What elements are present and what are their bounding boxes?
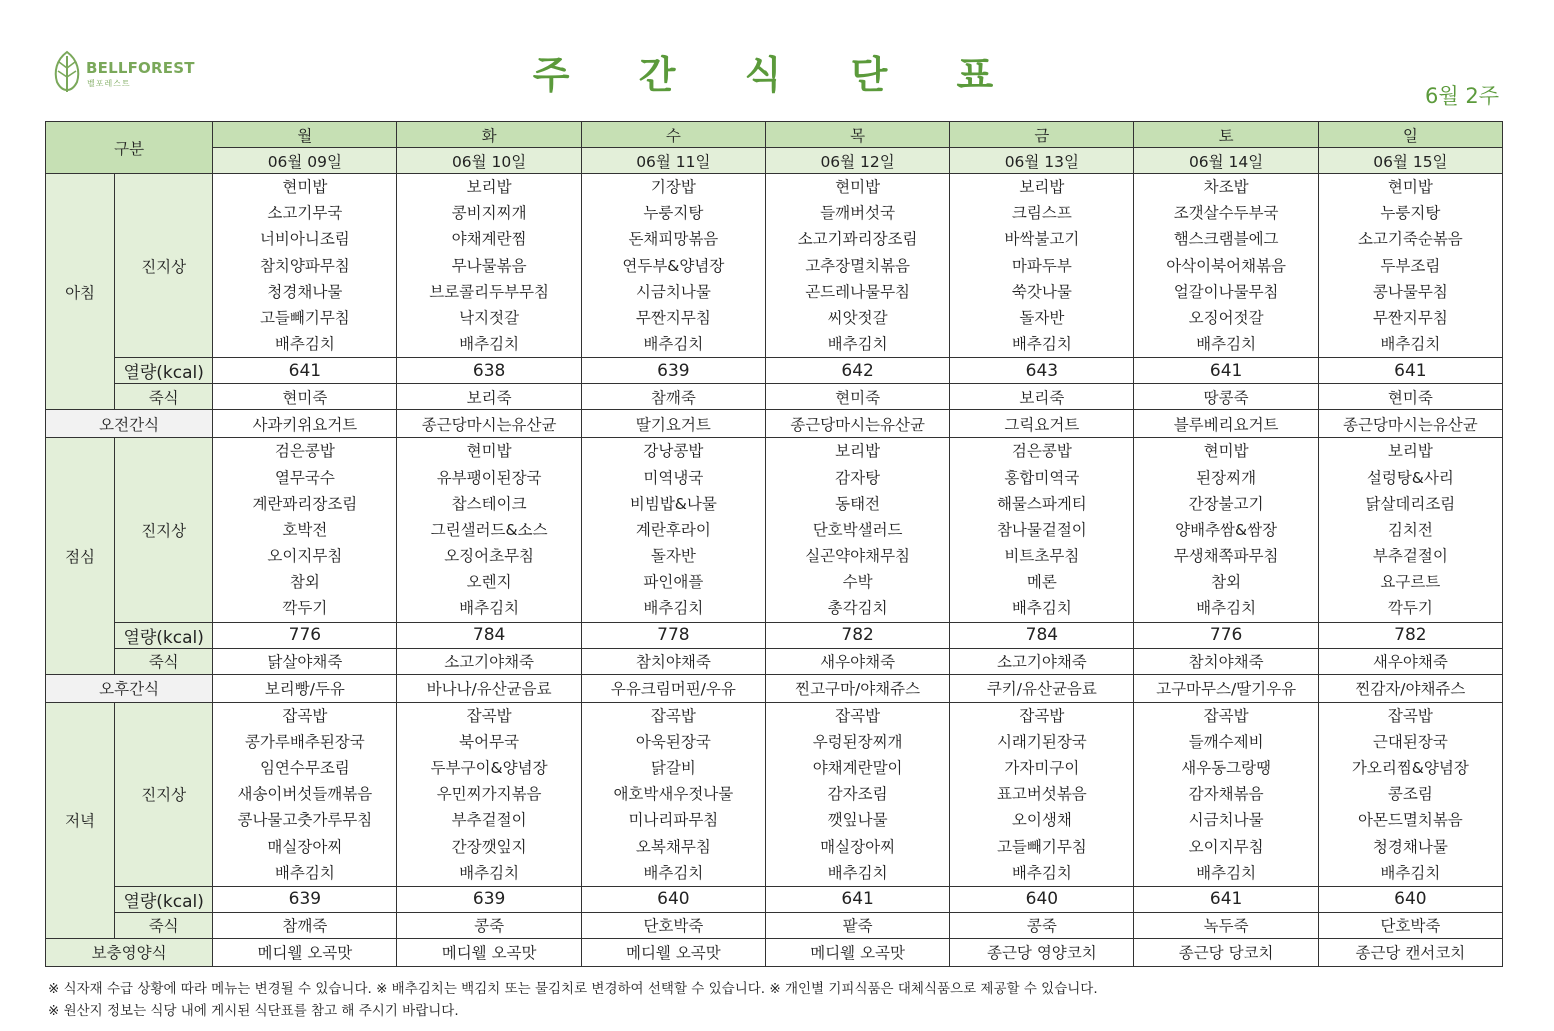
dish-item: 매실장아찌 — [267, 837, 343, 856]
am_snack-value: 종근당마시는유산균 — [765, 410, 949, 438]
dish-item: 배추김치 — [459, 335, 520, 354]
dish-item: 브로콜리두부무침 — [429, 282, 549, 301]
dish-item: 간장깻잎지 — [451, 837, 527, 856]
dish-item: 설렁탕&사리 — [1366, 468, 1454, 487]
porridge-value: 현미죽 — [1318, 384, 1502, 410]
porridge-value: 새우야채죽 — [1318, 648, 1502, 674]
dish-item: 무생채쪽파무침 — [1173, 547, 1279, 566]
dish-item: 얼갈이나물무침 — [1173, 282, 1279, 301]
dish-item: 고들빼기무침 — [259, 308, 350, 327]
dinner-main-label: 진지상 — [115, 702, 213, 886]
dish-item: 깍두기 — [282, 599, 328, 618]
lunch-dishes-cell — [765, 438, 949, 622]
kcal-label: 열량(kcal) — [115, 886, 213, 912]
porridge-label: 죽식 — [115, 384, 213, 410]
dish-item: 청경채나물 — [1372, 837, 1448, 856]
dish-item: 크림스프 — [1011, 204, 1072, 223]
kcal-value: 640 — [950, 886, 1134, 912]
kcal-label: 열량(kcal) — [115, 358, 213, 384]
kcal-value: 776 — [213, 622, 397, 648]
dish-item: 보리밥 — [835, 442, 881, 461]
date-header: 06월 15일 — [1318, 148, 1502, 174]
am_snack-value: 블루베리요거트 — [1134, 410, 1318, 438]
breakfast-dishes-cell — [581, 174, 765, 358]
dinner-dishes-cell — [213, 702, 397, 886]
dish-item: 콩비지찌개 — [451, 204, 527, 223]
dinner-label: 저녁 — [46, 702, 115, 938]
dish-item: 닭살데리조림 — [1365, 494, 1456, 513]
dish-item: 참나물겉절이 — [996, 520, 1087, 539]
dish-item: 잡곡밥 — [466, 706, 512, 725]
dish-item: 곤드레나물무침 — [805, 282, 911, 301]
weekly-menu-table — [45, 121, 1503, 967]
date-header: 06월 09일 — [213, 148, 397, 174]
dish-item: 잡곡밥 — [1387, 706, 1433, 725]
date-header: 06월 14일 — [1134, 148, 1318, 174]
dish-item: 현미밥 — [466, 442, 512, 461]
dish-item: 배추김치 — [1011, 863, 1072, 882]
dish-item: 실곤약야채무침 — [805, 547, 911, 566]
dish-item: 소고기꽈리장조림 — [797, 230, 918, 249]
dish-item: 김치전 — [1387, 520, 1433, 539]
dish-item: 비빔밥&나물 — [629, 494, 717, 513]
dish-item: 잡곡밥 — [835, 706, 881, 725]
kcal-value: 639 — [397, 886, 581, 912]
footer-notes — [48, 978, 1098, 1022]
kcal-value: 640 — [581, 886, 765, 912]
dish-item: 검은콩밥 — [1011, 442, 1072, 461]
dish-item: 참치양파무침 — [259, 256, 350, 275]
date-header: 06월 11일 — [581, 148, 765, 174]
dish-item: 들깨수제비 — [1188, 732, 1264, 751]
dish-item: 야채계란찜 — [451, 230, 527, 249]
dish-item: 열무국수 — [274, 468, 335, 487]
kcal-value: 640 — [1318, 886, 1502, 912]
dish-item: 두부구이&양념장 — [430, 759, 548, 777]
dish-item: 소고기무국 — [267, 204, 343, 223]
note-line: ※ 원산지 정보는 식당 내에 게시된 식단표를 참고 해 주시기 바랍니다. — [48, 1003, 459, 1019]
kcal-value: 643 — [950, 358, 1134, 384]
porridge-value: 참깨죽 — [213, 912, 397, 938]
dish-item: 감자조림 — [827, 785, 888, 804]
dish-item: 콩조림 — [1387, 785, 1433, 804]
porridge-label: 죽식 — [115, 912, 213, 938]
kcal-value: 782 — [1318, 622, 1502, 648]
dish-item: 소고기죽순볶음 — [1357, 230, 1463, 249]
porridge-value: 땅콩죽 — [1134, 384, 1318, 410]
porridge-value: 참치야채죽 — [581, 648, 765, 674]
dish-item: 잡곡밥 — [650, 706, 696, 725]
dish-item: 잡곡밥 — [282, 706, 328, 725]
am_snack-value: 종근당마시는유산균 — [1318, 410, 1502, 438]
dish-item: 파인애플 — [643, 573, 704, 592]
day-header: 금 — [950, 122, 1134, 148]
porridge-value: 현미죽 — [213, 384, 397, 410]
dish-item: 야채계란말이 — [812, 759, 903, 777]
lunch-porridge-row — [46, 648, 1503, 674]
dish-item: 근대된장국 — [1372, 732, 1448, 751]
breakfast-label: 아침 — [46, 174, 115, 410]
dinner-dishes-cell — [1318, 702, 1502, 886]
dish-item: 참외 — [1211, 573, 1242, 592]
supplement-value: 종근당 영양코치 — [950, 938, 1134, 966]
dish-item: 잡곡밥 — [1019, 706, 1065, 725]
dish-item: 그린샐러드&소스 — [430, 520, 548, 539]
pm_snack-value: 보리빵/두유 — [213, 674, 397, 702]
dish-item: 임연수무조림 — [259, 759, 350, 777]
dish-item: 무짠지무침 — [1372, 308, 1448, 327]
pm_snack-value: 바나나/유산균음료 — [397, 674, 581, 702]
dish-item: 닭갈비 — [650, 759, 696, 777]
lunch-dishes-cell — [950, 438, 1134, 622]
kcal-value: 778 — [581, 622, 765, 648]
supplement-value: 종근당 캔서코치 — [1318, 938, 1502, 966]
dish-item: 오이지무침 — [1188, 837, 1264, 856]
dish-item: 강낭콩밥 — [643, 442, 704, 461]
am_snack-value: 종근당마시는유산균 — [397, 410, 581, 438]
supplement-value: 메디웰 오곡맛 — [765, 938, 949, 966]
am_snack-label: 오전간식 — [46, 410, 213, 438]
porridge-value: 녹두죽 — [1134, 912, 1318, 938]
dish-item: 감자탕 — [835, 468, 881, 487]
dish-item: 시금치나물 — [1188, 811, 1264, 830]
dish-item: 마파두부 — [1011, 256, 1072, 275]
dish-item: 햄스크램블에그 — [1173, 230, 1279, 249]
dish-item: 낙지젓갈 — [459, 308, 520, 327]
dinner-dishes-cell — [581, 702, 765, 886]
pm_snack-value: 찐고구마/야채쥬스 — [765, 674, 949, 702]
dish-item: 오징어초무침 — [444, 547, 535, 566]
dish-item: 된장찌개 — [1196, 468, 1257, 487]
am_snack-row — [46, 410, 1503, 438]
dish-item: 바싹불고기 — [1004, 230, 1080, 249]
dish-item: 무나물볶음 — [451, 256, 527, 275]
dish-item: 매실장아찌 — [820, 837, 896, 856]
dish-item: 가자미구이 — [1004, 759, 1080, 777]
dish-item: 부추겉절이 — [1372, 547, 1448, 566]
dish-item: 콩나물고춧가루무침 — [237, 811, 373, 830]
dish-item: 현미밥 — [282, 178, 328, 196]
dish-item: 배추김치 — [459, 599, 520, 618]
kcal-value: 641 — [1134, 358, 1318, 384]
dish-item: 단호박샐러드 — [812, 520, 903, 539]
corner-label: 구분 — [46, 122, 213, 174]
dish-item: 보리밥 — [466, 178, 512, 196]
note-line: ※ 식자재 수급 상황에 따라 메뉴는 변경될 수 있습니다. ※ 배추김치는 백김치 또는 물김치로 변경하여 선택할 수 있습니다. ※ 개인별 기피식품은 대체식품으로 제공할 수 있습니다. — [48, 981, 1098, 997]
dish-item: 부추겉절이 — [451, 811, 527, 830]
kcal-value: 638 — [397, 358, 581, 384]
dish-item: 배추김치 — [1011, 335, 1072, 354]
kcal-value: 642 — [765, 358, 949, 384]
supplement-value: 메디웰 오곡맛 — [397, 938, 581, 966]
dinner-dishes-cell — [1134, 702, 1318, 886]
dish-item: 계란꽈리장조림 — [252, 494, 358, 513]
porridge-value: 현미죽 — [765, 384, 949, 410]
date-header: 06월 13일 — [950, 148, 1134, 174]
dish-item: 검은콩밥 — [274, 442, 335, 461]
header-row-dates — [46, 148, 1503, 174]
dish-item: 들깨버섯국 — [820, 204, 896, 223]
lunch-dishes-cell — [397, 438, 581, 622]
porridge-value: 새우야채죽 — [765, 648, 949, 674]
dinner-dishes-cell — [765, 702, 949, 886]
pm_snack-value: 쿠키/유산균음료 — [950, 674, 1134, 702]
breakfast-dishes-cell — [765, 174, 949, 358]
dish-item: 감자채볶음 — [1188, 785, 1264, 804]
dish-item: 돌자반 — [650, 547, 696, 566]
dish-item: 콩가루배추된장국 — [244, 732, 365, 751]
day-header: 일 — [1318, 122, 1502, 148]
pm_snack-value: 고구마무스/딸기우유 — [1134, 674, 1318, 702]
dish-item: 우민찌가지볶음 — [436, 785, 542, 804]
brand-subtitle: 벨포레스트 — [87, 79, 131, 88]
supplement-label: 보충영양식 — [46, 938, 213, 966]
dish-item: 콩나물무침 — [1372, 282, 1448, 301]
supplement-value: 메디웰 오곡맛 — [213, 938, 397, 966]
dish-item: 너비아니조림 — [259, 230, 350, 249]
kcal-value: 782 — [765, 622, 949, 648]
dish-item: 깻잎나물 — [827, 811, 888, 830]
brand-name: BELLFOREST — [86, 59, 195, 77]
dish-item: 홍합미역국 — [1004, 468, 1080, 487]
menu-table-body — [46, 122, 1503, 967]
dish-item: 배추김치 — [643, 863, 704, 882]
porridge-value: 팥죽 — [765, 912, 949, 938]
dish-item: 수박 — [842, 573, 873, 592]
dish-item: 비트초무침 — [1004, 547, 1080, 566]
dish-item: 배추김치 — [274, 335, 335, 354]
dish-item: 아몬드멸치볶음 — [1357, 811, 1463, 830]
dish-item: 우렁된장찌개 — [812, 732, 903, 751]
dish-item: 배추김치 — [827, 335, 888, 354]
dish-item: 보리밥 — [1387, 442, 1433, 461]
dish-item: 배추김치 — [1196, 863, 1257, 882]
day-header: 수 — [581, 122, 765, 148]
supplement-row — [46, 938, 1503, 966]
dish-item: 배추김치 — [827, 863, 888, 882]
dish-item: 깍두기 — [1387, 599, 1433, 618]
kcal-value: 639 — [213, 886, 397, 912]
dish-item: 차조밥 — [1203, 178, 1249, 196]
kcal-value: 784 — [397, 622, 581, 648]
pm_snack-row — [46, 674, 1503, 702]
pm_snack-label: 오후간식 — [46, 674, 213, 702]
kcal-value: 784 — [950, 622, 1134, 648]
porridge-value: 닭살야채죽 — [213, 648, 397, 674]
breakfast-main-label: 진지상 — [115, 174, 213, 358]
dish-item: 배추김치 — [1196, 599, 1257, 618]
dish-item: 배추김치 — [459, 863, 520, 882]
dish-item: 누룽지탕 — [1380, 204, 1441, 223]
am_snack-value: 딸기요거트 — [581, 410, 765, 438]
dish-item: 돈채피망볶음 — [628, 230, 719, 249]
pm_snack-value: 찐감자/야채쥬스 — [1318, 674, 1502, 702]
dish-item: 오이지무침 — [267, 547, 343, 566]
dish-item: 새송이버섯들깨볶음 — [237, 785, 373, 804]
supplement-value: 종근당 당코치 — [1134, 938, 1318, 966]
breakfast-dishes-cell — [1134, 174, 1318, 358]
dish-item: 조갯살수두부국 — [1173, 204, 1279, 223]
dish-item: 유부팽이된장국 — [436, 468, 542, 487]
dinner-porridge-row — [46, 912, 1503, 938]
kcal-value: 641 — [1134, 886, 1318, 912]
porridge-label: 죽식 — [115, 648, 213, 674]
dish-item: 두부조림 — [1380, 256, 1441, 275]
breakfast-dishes-cell — [1318, 174, 1502, 358]
lunch-label: 점심 — [46, 438, 115, 674]
lunch-dishes-cell — [581, 438, 765, 622]
page-title: 주 간 식 단 표 — [532, 53, 1022, 97]
dish-item: 미나리파무침 — [628, 811, 719, 830]
date-header: 06월 10일 — [397, 148, 581, 174]
dish-item: 잡곡밥 — [1203, 706, 1249, 725]
dish-item: 고추장멸치볶음 — [805, 256, 911, 275]
dish-item: 현미밥 — [835, 178, 881, 196]
lunch-main-label: 진지상 — [115, 438, 213, 622]
header-row-days — [46, 122, 1503, 148]
breakfast-dishes-cell — [397, 174, 581, 358]
porridge-value: 콩죽 — [397, 912, 581, 938]
week-label: 6월 2주 — [1425, 84, 1499, 108]
dish-item: 무짠지무침 — [635, 308, 711, 327]
porridge-value: 참깨죽 — [581, 384, 765, 410]
porridge-value: 소고기야채죽 — [950, 648, 1134, 674]
kcal-value: 776 — [1134, 622, 1318, 648]
porridge-value: 참치야채죽 — [1134, 648, 1318, 674]
porridge-value: 콩죽 — [950, 912, 1134, 938]
breakfast-dishes-cell — [950, 174, 1134, 358]
dish-item: 배추김치 — [1196, 335, 1257, 354]
dish-item: 가오리찜&양념장 — [1351, 759, 1469, 777]
dish-item: 애호박새우젓나물 — [613, 785, 734, 804]
dish-item: 북어무국 — [459, 732, 520, 751]
dish-item: 참외 — [289, 573, 320, 592]
dish-item: 표고버섯볶음 — [996, 785, 1087, 804]
dish-item: 오복채무침 — [635, 837, 711, 856]
date-header: 06월 12일 — [765, 148, 949, 174]
dish-item: 배추김치 — [643, 335, 704, 354]
dish-item: 기장밥 — [650, 178, 696, 196]
porridge-value: 보리죽 — [950, 384, 1134, 410]
dish-item: 배추김치 — [643, 599, 704, 618]
dish-item: 동태전 — [835, 494, 881, 513]
lunch-dishes-cell — [213, 438, 397, 622]
kcal-value: 641 — [765, 886, 949, 912]
dinner-dishes-cell — [950, 702, 1134, 886]
dish-item: 배추김치 — [1380, 335, 1441, 354]
dish-item: 오징어젓갈 — [1188, 308, 1264, 327]
dish-item: 연두부&양념장 — [622, 256, 725, 275]
dish-item: 현미밥 — [1203, 442, 1249, 461]
dish-item: 현미밥 — [1387, 178, 1433, 196]
dish-item: 아욱된장국 — [635, 732, 711, 751]
day-header: 토 — [1134, 122, 1318, 148]
dish-item: 돌자반 — [1019, 308, 1065, 327]
lunch-dishes-cell — [1318, 438, 1502, 622]
dish-item: 시금치나물 — [635, 282, 711, 301]
lunch-dishes-row — [46, 438, 1503, 622]
dish-item: 해물스파게티 — [996, 494, 1087, 513]
dish-item: 계란후라이 — [635, 520, 711, 539]
porridge-value: 단호박죽 — [1318, 912, 1502, 938]
dish-item: 메론 — [1026, 573, 1057, 592]
dish-item: 고들빼기무침 — [996, 837, 1087, 856]
dish-item: 요구르트 — [1380, 573, 1441, 592]
porridge-value: 보리죽 — [397, 384, 581, 410]
am_snack-value: 그릭요거트 — [950, 410, 1134, 438]
porridge-value: 단호박죽 — [581, 912, 765, 938]
dinner-dishes-row — [46, 702, 1503, 886]
kcal-label: 열량(kcal) — [115, 622, 213, 648]
dish-item: 미역냉국 — [643, 468, 704, 487]
porridge-value: 소고기야채죽 — [397, 648, 581, 674]
dish-item: 씨앗젓갈 — [827, 308, 888, 327]
dish-item: 시래기된장국 — [996, 732, 1087, 751]
breakfast-kcal-row — [46, 358, 1503, 384]
pm_snack-value: 우유크림머핀/우유 — [581, 674, 765, 702]
dish-item: 새우동그랑땡 — [1181, 759, 1272, 777]
am_snack-value: 사과키위요거트 — [213, 410, 397, 438]
kcal-value: 641 — [1318, 358, 1502, 384]
dish-item: 간장불고기 — [1188, 494, 1264, 513]
dish-item: 오이생채 — [1011, 811, 1072, 830]
dinner-kcal-row — [46, 886, 1503, 912]
kcal-value: 639 — [581, 358, 765, 384]
lunch-dishes-cell — [1134, 438, 1318, 622]
dish-item: 총각김치 — [827, 599, 888, 618]
dish-item: 양배추쌈&쌈장 — [1175, 520, 1278, 539]
breakfast-porridge-row — [46, 384, 1503, 410]
dish-item: 쑥갓나물 — [1011, 282, 1072, 301]
dish-item: 찹스테이크 — [451, 494, 527, 513]
dish-item: 오렌지 — [466, 573, 512, 592]
lunch-kcal-row — [46, 622, 1503, 648]
day-header: 화 — [397, 122, 581, 148]
dish-item: 호박전 — [282, 520, 328, 539]
dish-item: 배추김치 — [1380, 863, 1441, 882]
dish-item: 배추김치 — [274, 863, 335, 882]
dish-item: 보리밥 — [1019, 178, 1065, 196]
dish-item: 누룽지탕 — [643, 204, 704, 223]
dish-item: 아삭이북어채볶음 — [1166, 256, 1286, 275]
day-header: 목 — [765, 122, 949, 148]
kcal-value: 641 — [213, 358, 397, 384]
breakfast-dishes-cell — [213, 174, 397, 358]
day-header: 월 — [213, 122, 397, 148]
dinner-dishes-cell — [397, 702, 581, 886]
supplement-value: 메디웰 오곡맛 — [581, 938, 765, 966]
dish-item: 배추김치 — [1011, 599, 1072, 618]
dish-item: 청경채나물 — [267, 282, 343, 301]
breakfast-dishes-row — [46, 174, 1503, 358]
